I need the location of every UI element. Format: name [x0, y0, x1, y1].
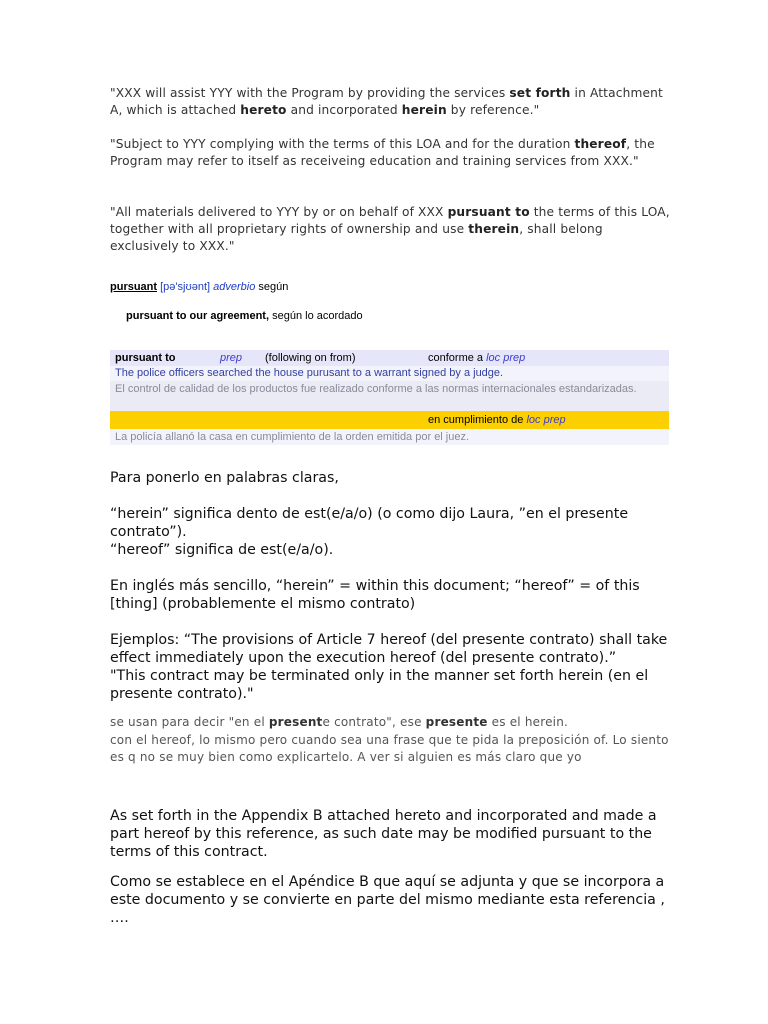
closing-paragraph-es: Como se establece en el Apéndice B que aquí se adjunta y que se incorpora a este documento y se convierte en parte del mismo mediante esta referencia , ….	[110, 874, 665, 926]
dictionary-phonetic: [pə'sjʊənt]	[160, 281, 211, 293]
bold-term: herein	[401, 103, 447, 117]
bold-term: pursuant to	[447, 205, 530, 219]
table-pos: prep	[220, 352, 243, 364]
dictionary-example-phrase: pursuant to our agreement,	[126, 310, 270, 322]
dictionary-example-translation: según lo acordado	[272, 310, 363, 322]
quote-text: in Attachment A, which is attached	[110, 86, 663, 117]
table-translation-pos: loc prep	[486, 352, 526, 364]
body-paragraph-1: Para ponerlo en palabras claras,	[110, 470, 339, 486]
dictionary-example	[126, 310, 363, 322]
body-paragraph-4b: "This contract may be terminated only in the manner set forth herein (en el presente contrato)."	[110, 668, 649, 702]
quote-text: and incorporated	[286, 103, 402, 117]
table-translation: en cumplimiento de loc prep	[428, 414, 566, 426]
dictionary-headword[interactable]: pursuant	[110, 281, 158, 293]
quote-paragraph-2	[110, 136, 670, 170]
quote-text: "XXX will assist YYY with the Program by providing the services	[110, 86, 510, 100]
body-paragraph-2b: “hereof” significa de est(e/a/o).	[110, 542, 334, 558]
table-row: El control de calidad de los productos fue realizado conforme a las normas internacionales estandarizadas.	[110, 381, 669, 411]
closing-paragraph-en: As set forth in the Appendix B attached hereto and incorporated and made a part hereof by this reference, as such date may be modified pursuant to the terms of this contract.	[110, 808, 657, 860]
body-paragraph-3: En inglés más sencillo, “herein” = within this document; “hereof” = of this [thing] (probablemente el mismo contrato)	[110, 578, 640, 612]
quote-text: the terms of this LOA, together with all proprietary rights of ownership and use	[110, 205, 670, 236]
table-row: La policía allanó la casa en cumplimiento de la orden emitida por el juez.	[110, 429, 669, 445]
quote-text: "Subject to YYY complying with the terms of this LOA and for the duration	[110, 137, 575, 151]
table-translation: conforme a loc prep	[428, 352, 526, 364]
quote-text: , the Program may refer to itself as receiveing education and training services from XXX."	[110, 137, 655, 168]
body-paragraph-2a: “herein” significa dento de est(e/a/o) (o como dijo Laura, ”en el presente contrato”).	[110, 506, 629, 540]
body-paragraph-4a: Ejemplos: “The provisions of Article 7 hereof (del presente contrato) shall take effect immediately upon the execution hereof (del presente contrato).”	[110, 632, 668, 666]
bold-term: presente	[425, 715, 488, 729]
table-row	[110, 411, 669, 429]
table-term: pursuant to	[115, 352, 176, 364]
quote-text: by reference."	[446, 103, 540, 117]
dictionary-entry	[110, 281, 288, 293]
table-row: The police officers searched the house purusant to a warrant signed by a judge.	[110, 366, 669, 381]
quote-paragraph-1	[110, 85, 670, 119]
dictionary-pos: adverbio	[213, 281, 256, 293]
bold-term: set forth	[509, 86, 571, 100]
quote-paragraph-3	[110, 204, 670, 255]
comment-line-1: se usan para decir "en el presente contrato", ese presente es el herein.	[110, 715, 569, 729]
comment-line-2: con el hereof, lo mismo pero cuando sea una frase que te pida la preposición of. Lo siento es q no se muy bien como explicartelo. A ver si alguien es más claro que yo	[110, 733, 669, 764]
table-row	[110, 350, 669, 366]
table-meaning: (following on from)	[265, 352, 356, 364]
bold-term: therein	[468, 222, 520, 236]
bold-term: hereto	[240, 103, 287, 117]
bold-term: present	[268, 715, 323, 729]
table-translation-pos: loc prep	[526, 414, 566, 426]
bold-term: thereof	[574, 137, 627, 151]
dictionary-translation: según	[258, 281, 289, 293]
translation-table	[110, 350, 669, 445]
quote-text: , shall belong exclusively to XXX."	[110, 222, 603, 253]
quote-text: "All materials delivered to YYY by or on behalf of XXX	[110, 205, 448, 219]
